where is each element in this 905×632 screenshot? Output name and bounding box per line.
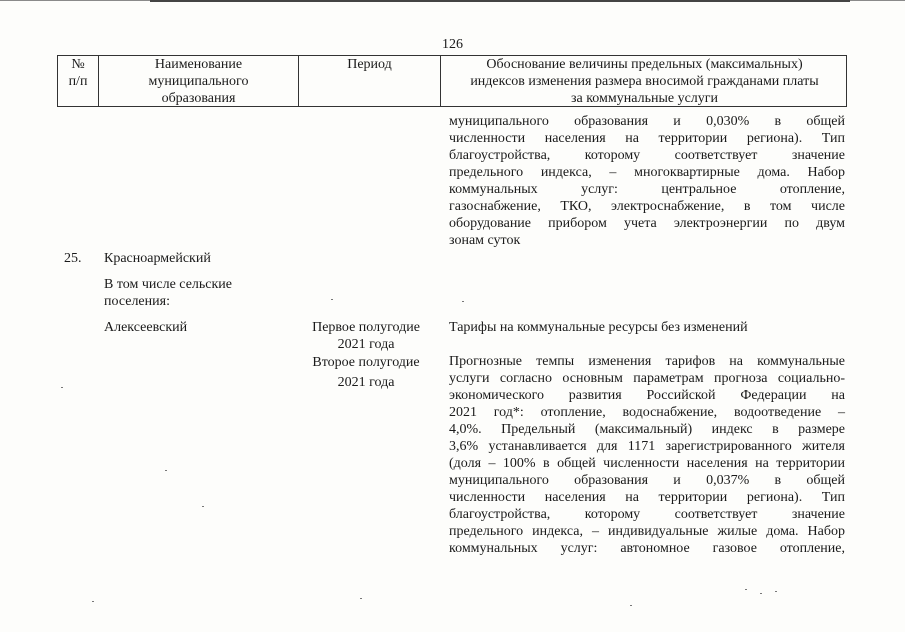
paragraph-line: благоустройства, которому соответствует значение [449, 507, 845, 522]
period-line: Первое полугодие [312, 320, 420, 335]
header-col-name-line: муниципального [148, 74, 249, 89]
paragraph-line: численности населения на территории региона). Тип [449, 490, 845, 505]
paragraph-line: коммунальных услуг: автономное газовое отопление, [449, 541, 845, 556]
page-number: 126 [442, 37, 463, 52]
paragraph-line: коммунальных услуг: центральное отопление, [449, 182, 845, 197]
period-line: Второе полугодие [312, 355, 420, 370]
period-first-half [296, 319, 436, 353]
paragraph-line: зонам суток [449, 233, 521, 248]
header-col-name-line: Наименование [154, 57, 243, 72]
scan-speck [92, 601, 94, 602]
row-number: 25. [64, 251, 82, 266]
sub-label [104, 276, 232, 310]
paragraph-line: численности населения на территории региона). Тип [449, 131, 845, 146]
scan-speck [775, 591, 777, 592]
paragraph-line: 4,0%. Предельный (максимальный) индекс в размере [449, 422, 845, 437]
header-col-number [58, 56, 98, 106]
settlement-name: Алексеевский [104, 320, 188, 335]
paragraph-line: 3,6% устанавливается для 1171 зарегистрированного жителя [449, 439, 845, 454]
paragraph-line: услуги согласно основным параметрам прогноза социально- [449, 371, 845, 386]
paragraph-line: 2021 год*: отопление, водоснабжение, водоотведение – [449, 405, 845, 420]
municipality-name: Красноармейский [104, 251, 211, 266]
paragraph-line: (доля – 100% в общей численности населения на территории [449, 456, 845, 471]
header-col-justification-line: за коммунальные услуги [570, 91, 719, 106]
period-line: 2021 года [337, 375, 395, 390]
paragraph-line: Прогнозные темпы изменения тарифов на коммунальные [449, 354, 845, 369]
header-col-name [98, 56, 298, 106]
forecast-paragraph [449, 353, 845, 557]
scan-speck [331, 299, 333, 300]
scan-speck [165, 470, 167, 471]
paragraph-line: предельного индекса, – индивидуальные жилые дома. Набор [449, 524, 845, 539]
scan-top-line [150, 0, 850, 2]
header-col-name-line: образования [161, 91, 236, 106]
paragraph-line: благоустройства, которому соответствует значение [449, 148, 845, 163]
header-col-justification-line: индексов изменения размера вносимой гражданами платы [470, 74, 819, 89]
period-second-half [296, 353, 436, 393]
scan-speck [630, 605, 632, 606]
header-col-period-line: Период [347, 57, 392, 72]
sub-label-line: В том числе сельские [104, 277, 233, 292]
scan-speck [61, 387, 63, 388]
paragraph-line: газоснабжение, ТКО, электроснабжение, в том числе [449, 199, 845, 214]
header-col-justification [440, 56, 848, 106]
table-header [57, 55, 847, 107]
header-col-period [298, 56, 440, 106]
period-line: 2021 года [337, 337, 395, 352]
paragraph-line: экономического развития Российской Федерации на [449, 388, 845, 403]
tariffs-unchanged-text: Тарифы на коммунальные ресурсы без изменений [449, 320, 748, 335]
scan-speck [462, 301, 464, 302]
sub-label-line: поселения: [104, 294, 170, 309]
scan-speck [760, 593, 762, 594]
paragraph-line: муниципального образования и 0,030% в общей [449, 114, 845, 129]
header-col-justification-line: Обоснование величины предельных (максимальных) [486, 57, 803, 72]
continued-paragraph [449, 113, 845, 249]
paragraph-line: предельного индекса, – многоквартирные дома. Набор [449, 165, 845, 180]
scan-speck [745, 589, 747, 590]
paragraph-line: оборудование прибором учета электроэнергии по двум [449, 216, 845, 231]
scan-speck [360, 598, 362, 599]
header-col-number-line: № [71, 57, 85, 72]
header-col-number-line: п/п [68, 74, 88, 89]
scan-speck [202, 506, 204, 507]
paragraph-line: муниципального образования и 0,037% в общей [449, 473, 845, 488]
